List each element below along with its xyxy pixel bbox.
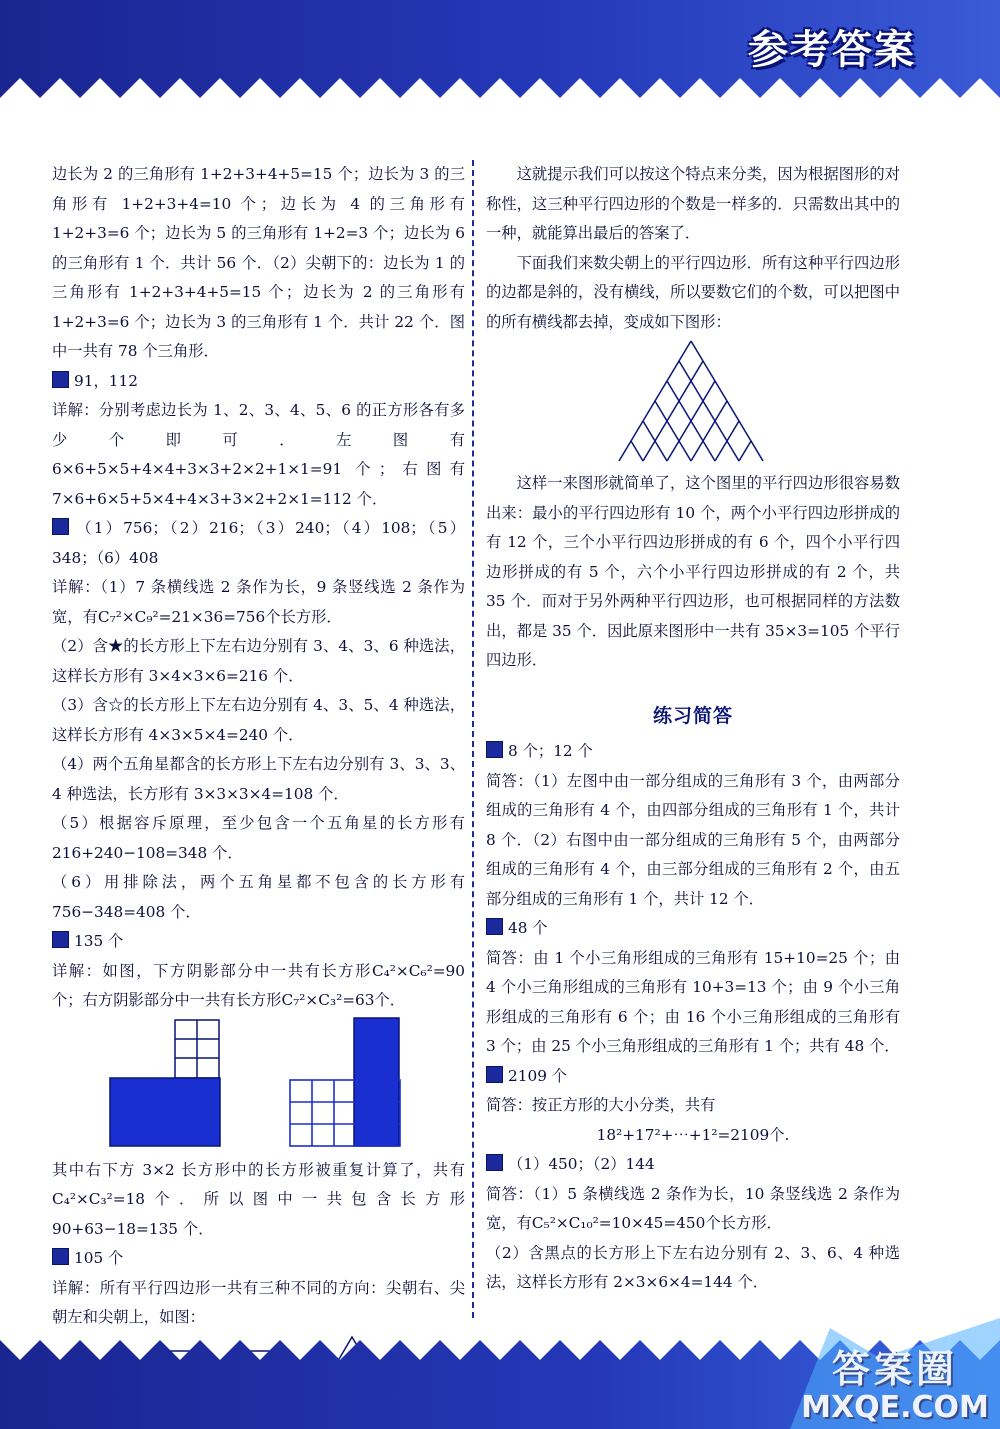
q6-line-6: （6）用排除法，两个五角星都不包含的长方形有 756−348=408 个． xyxy=(52,873,465,921)
q6-line-2: （2）含★的长方形上下左右边分别有 3、4、3、6 种选法，这样长方形有 3×4×3×6=216 个． xyxy=(52,637,465,685)
q7-detail: 详解：如图，下方阴影部分中一共有长方形C₄²×C₆²=90个；右方阴影部分中一共有长方形C₇²×C₃²=63个． xyxy=(52,961,465,1009)
p2-detail: 简答：由 1 个小三角形组成的三角形有 15+10=25 个；由 4 个小三角形组成的三角形有 10+3=13 个；由 9 个小三角形组成的三角形有 6 个；由 16 个小三角形组成的三角形有 3 个；由 25 个小三角形组成的三角形有 1 个；共有 48 个． xyxy=(486,948,900,1055)
p3-detail: 简答：按正方形的大小分类，共有 xyxy=(486,1096,716,1114)
p4-line-2: （2）含黑点的长方形上下左右边分别有 2、3、6、4 种选法，这样长方形有 2×3×6×4=144 个． xyxy=(486,1243,900,1291)
q6-line-3: （3）含☆的长方形上下左右边分别有 4、3、5、4 种选法，这样长方形有 4×3×5×4=240 个． xyxy=(52,696,465,744)
p4-badge xyxy=(486,1154,503,1171)
q8-badge xyxy=(52,1248,69,1265)
p1-badge xyxy=(486,741,503,758)
footer-banner xyxy=(0,1318,1000,1429)
q5-answer: 91，112 xyxy=(52,367,465,397)
header-banner xyxy=(0,0,1000,150)
p3-formula: 18²+17²+⋯+1²=2109个. xyxy=(596,1125,790,1144)
q6-line-4: （4）两个五角星都含的长方形上下左右边分别有 3、3、3、4 种选法，长方形有 3×3×3×4=108 个． xyxy=(52,755,465,803)
header-title: 参考答案 xyxy=(748,27,916,73)
q6-line-5: （5）根据容斥原理，至少包含一个五角星的长方形有 216+240−108=348 个． xyxy=(52,814,465,862)
p3-badge xyxy=(486,1066,503,1083)
p2-answer: 48 个 xyxy=(486,914,900,944)
q7-after: 其中右下方 3×2 长方形中的长方形被重复计算了，共有C₄²×C₃²=18个．所以图中一共包含长方形 90+63−18=135 个． xyxy=(52,1160,465,1238)
intro-text: 边长为 2 的三角形有 1+2+3+4+5=15 个；边长为 3 的三角形有 1+2+3+4=10 个；边长为 4 的三角形有 1+2+3=6 个；边长为 5 的三角形有 1+2=3 个；边长为 6 的三角形有 1 个．共计 56 个．（2）尖朝下的：边长为 1 的三角形有 1+2+3+4+5=15 个；边长为 2 的三角形有 1+2+3=6 个；边长为 3 的三角形有 1 个．共计 22 个．图中一共有 78 个三角形． xyxy=(52,165,465,360)
section-title: 练习简答 xyxy=(652,704,733,727)
cont-2: 下面我们来数尖朝上的平行四边形．所有这种平行四边形的边都是斜的，没有横线，所以要数它们的个数，可以把图中的所有横线都去掉，变成如下图形： xyxy=(486,253,900,331)
q6-answer: （1）756；（2）216；（3）240；（4）108；（5）348；（6）408 xyxy=(52,519,465,567)
q6-line-1: 详解：（1）7 条横线选 2 条作为长，9 条竖线选 2 条作为宽，有C₇²×C₉²=21×36=756个长方形． xyxy=(52,578,465,626)
p3-answer: 2109 个 xyxy=(486,1062,900,1092)
shaded-right-region xyxy=(354,1018,399,1146)
q8-answer: 105 个 xyxy=(52,1244,465,1274)
q8-detail: 详解：所有平行四边形一共有三种不同的方向：尖朝右、尖朝左和尖朝上，如图： xyxy=(52,1278,465,1326)
cont-3: 这样一来图形就简单了，这个图里的平行四边形很容易数出来：最小的平行四边形有 10 个，两个小平行四边形拼成的有 12 个，三个小平行四边形拼成的有 6 个，四个小平行四边形拼成的有 5 个，六个小平行四边形拼成的有 2 个，共 35 个．而对于另外两种平行四边形，也可根据同样的方法数出，都是 35 个．因此原来图形中一共有 35×3=105 个平行四边形． xyxy=(486,474,900,669)
q5-detail: 详解：分别考虑边长为 1、2、3、4、5、6 的正方形各有多少个即可．左图有 6×6+5×5+4×4+3×3+2×2+1×1=91 个；右图有 7×6+6×5+5×4+4×3+3×2+2×1=112 个． xyxy=(52,401,465,508)
q6-badge xyxy=(52,518,69,535)
q7-answer: 135 个 xyxy=(52,927,465,957)
watermark xyxy=(800,1347,990,1425)
column-divider xyxy=(472,160,474,1318)
shaded-lower-region xyxy=(110,1078,220,1146)
triangle-lattice-figure xyxy=(486,337,900,469)
p1-answer: 8 个；12 个 xyxy=(486,737,900,767)
left-column xyxy=(52,160,465,1413)
q7-badge xyxy=(52,931,69,948)
watermark-url: MXQE.COM xyxy=(801,1390,989,1425)
p2-badge xyxy=(486,918,503,935)
rectangle-grid-figure xyxy=(52,1016,465,1156)
right-column xyxy=(486,160,900,1298)
p4-answer: （1）450；（2）144 xyxy=(486,1150,900,1180)
p1-detail: 简答：（1）左图中由一部分组成的三角形有 3 个，由两部分组成的三角形有 4 个，由四部分组成的三角形有 1 个，共计 8 个．（2）右图中由一部分组成的三角形有 5 个，由两部分组成的三角形有 4 个，由三部分组成的三角形有 2 个，由五部分组成的三角形有 1 个，共计 12 个． xyxy=(486,771,900,908)
cont-1: 这就提示我们可以按这个特点来分类，因为根据图形的对称性，这三种平行四边形的个数是一样多的．只需数出其中的一种，就能算出最后的答案了． xyxy=(486,165,900,242)
watermark-title: 答案圈 xyxy=(831,1347,958,1391)
q5-badge xyxy=(52,371,69,388)
p4-line-1: 简答：（1）5 条横线选 2 条作为长，10 条竖线选 2 条作为宽，有C₅²×C₁₀²=10×45=450个长方形． xyxy=(486,1184,900,1232)
